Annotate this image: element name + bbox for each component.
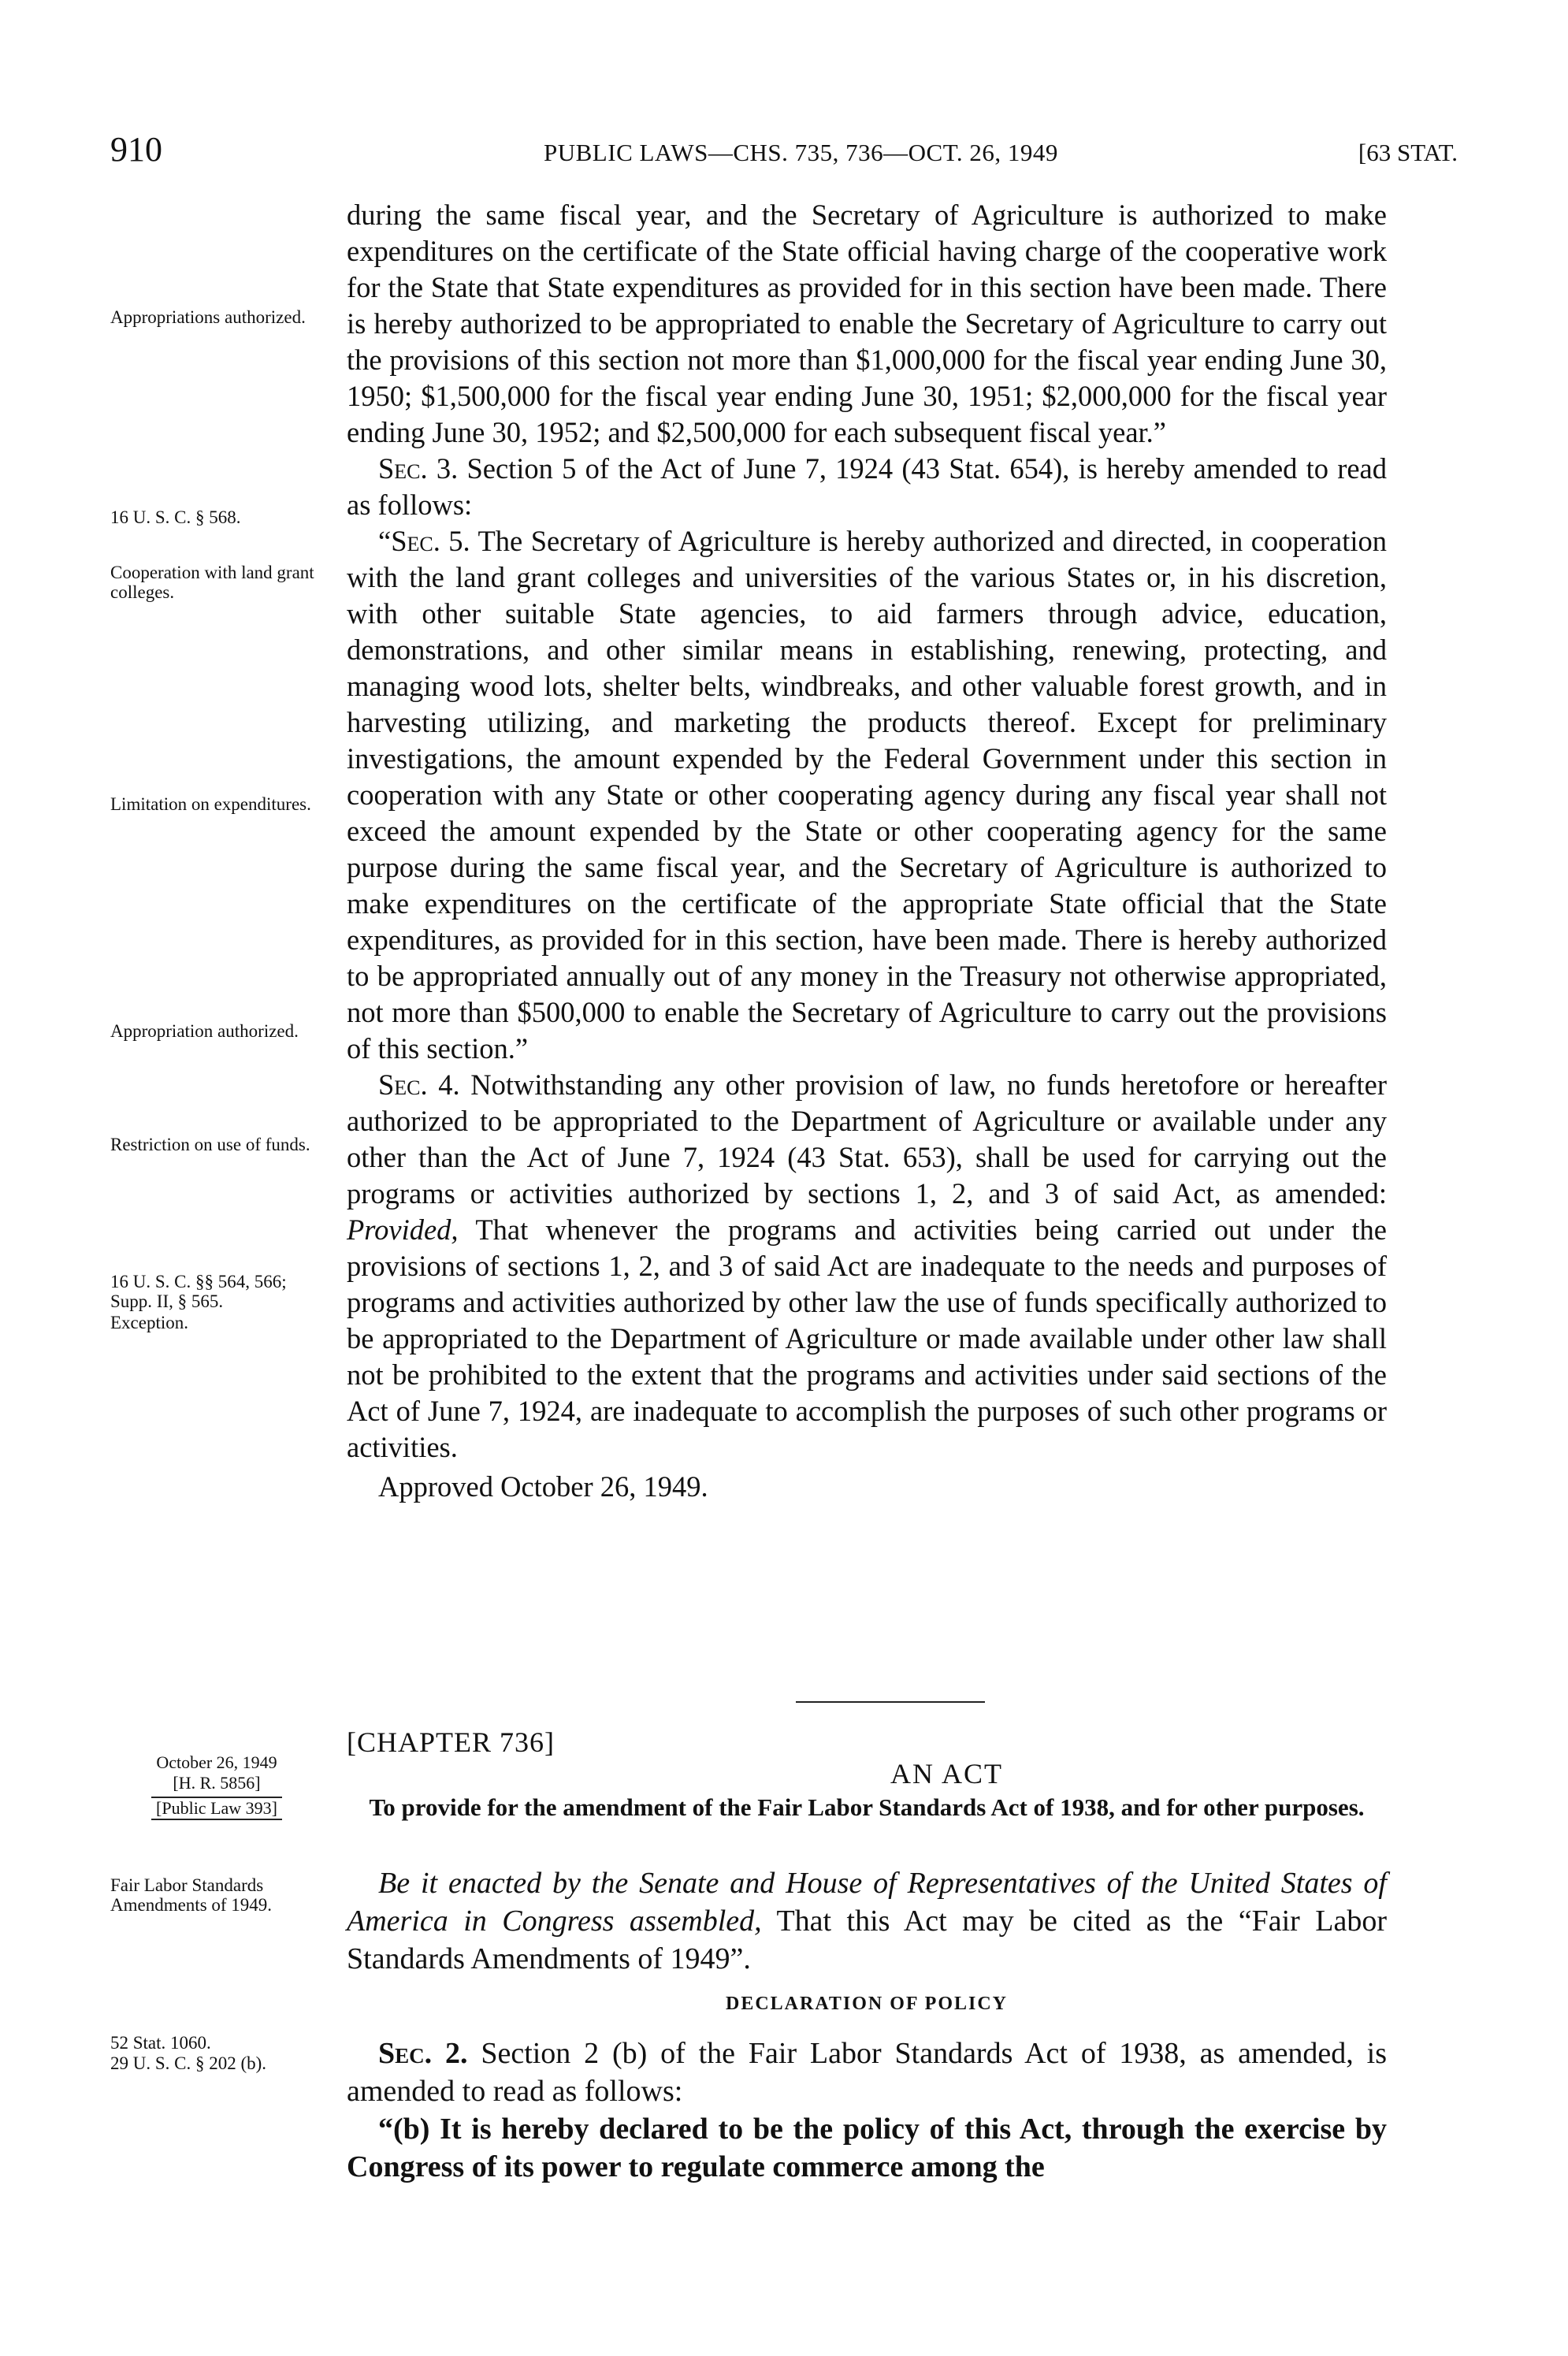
enactment-date: October 26, 1949 bbox=[156, 1752, 277, 1772]
section-2-label: Sec. 2. bbox=[378, 2037, 468, 2070]
enacting-formula: Be it enacted by the Senate and House of Representatives of the United States of America in Congress assembled, bbox=[347, 1867, 1387, 1938]
statute-body bbox=[347, 197, 1387, 1505]
volume-reference: [63 STAT. bbox=[1358, 139, 1458, 166]
section-3 bbox=[347, 451, 1387, 523]
margin-note-fair-labor: Fair Labor Standards Amendments of 1949. bbox=[110, 1875, 273, 1915]
act-title: AN ACT bbox=[890, 1758, 1004, 1789]
short-title-text: That this Act may be cited as the “Fair Labor Standards Amendments of 1949”. bbox=[347, 1904, 1387, 1975]
section-4-text-b: That whenever the programs and activities being carried out under the provisions of sections 1, 2, and 3 of said Act are inadequate to the needs and purposes of programs and activities authorized by other law the use of funds specifically authorized to be appropriated to the Department of Agriculture or made available under other law shall not be prohibited to the extent that the programs and activities under said sections of the Act of June 7, 1924, are inadequate to accomplish the purposes of such other programs or activities. bbox=[347, 1213, 1387, 1463]
section-4 bbox=[347, 1067, 1387, 1466]
approval-date: Approved October 26, 1949. bbox=[378, 1470, 708, 1503]
margin-note-appropriation: Appropriation authorized. bbox=[110, 1021, 299, 1041]
paragraph-continued: during the same fiscal year, and the Secretary of Agriculture is authorized to make expenditures on the certificate of the State official having charge of the cooperative work for the State that State expenditures as provided for in this section have been made. There is hereby authorized to be appropriated to enable the Secretary of Agriculture to carry out the provisions of this section not more than $1,000,000 for the fiscal year ending June 30, 1950; $1,500,000 for the fiscal year ending June 30, 1951; $2,000,000 for the fiscal year ending June 30, 1952; and $2,500,000 for each subsequent fiscal year.” bbox=[347, 199, 1387, 448]
margin-note-cooperation: Cooperation with land grant colleges. bbox=[110, 563, 314, 602]
bill-info bbox=[110, 1752, 323, 1820]
chapter-divider-rule bbox=[796, 1701, 985, 1703]
running-title: PUBLIC LAWS—CHS. 735, 736—OCT. 26, 1949 bbox=[544, 139, 1058, 166]
act-purpose: To provide for the amendment of the Fair Labor Standards Act of 1938, and for other purposes. bbox=[369, 1793, 1365, 1821]
margin-note-limitation: Limitation on expenditures. bbox=[110, 794, 311, 814]
margin-note-appropriations: Appropriations authorized. bbox=[110, 307, 306, 327]
margin-note-usc-568: 16 U. S. C. § 568. bbox=[110, 507, 241, 527]
page-header bbox=[110, 130, 1458, 181]
section-2-intro bbox=[347, 2035, 1387, 2110]
house-bill-number: [H. R. 5856] bbox=[173, 1773, 261, 1793]
provided-proviso: Provided, bbox=[347, 1213, 459, 1246]
section-5-label: “Sec. 5. bbox=[378, 525, 470, 557]
public-law-number: [Public Law 393] bbox=[151, 1797, 282, 1820]
margin-note-usc-202: 29 U. S. C. § 202 (b). bbox=[110, 2053, 267, 2073]
section-4-label: Sec. 4. bbox=[378, 1068, 460, 1101]
margin-note-52-stat: 52 Stat. 1060. bbox=[110, 2033, 211, 2053]
declaration-heading: DECLARATION OF POLICY bbox=[725, 1994, 1009, 2014]
section-5-text: The Secretary of Agriculture is hereby authorized and directed, in cooperation with the land grant colleges and universities of the various States or, in his discretion, with other suitable State agencies, to aid farmers through advice, education, demonstrations, and other similar means in establishing, renewing, protecting, and managing wood lots, shelter belts, windbreaks, and other valuable forest growth, and in harvesting utilizing, and marketing the products thereof. Except for preliminary investigations, the amount expended by the Federal Government under this section in cooperation with any State or other cooperating agency during any fiscal year shall not exceed the amount expended by the State or other cooperating agency for the same purpose during the same fiscal year, and the Secretary of Agriculture is authorized to make expenditures on the certificate of the appropriate State official that the State expenditures, as provided for in this section, have been made. There is hereby authorized to be appropriated annually out of any money in the Treasury not otherwise appropriated, not more than $500,000 to enable the Secretary of Agriculture to carry out the provisions of this section.” bbox=[347, 525, 1387, 1065]
section-3-label: Sec. 3. bbox=[378, 452, 459, 485]
margin-note-restriction: Restriction on use of funds. bbox=[110, 1135, 310, 1154]
section-5 bbox=[347, 523, 1387, 1067]
margin-note-exception: Exception. bbox=[110, 1313, 188, 1332]
enacting-clause bbox=[347, 1864, 1387, 1978]
section-2-quote: “(b) It is hereby declared to be the policy of this Act, through the exercise by Congress of its power to regulate commerce among the bbox=[347, 2113, 1387, 2183]
section-4-text-a: Notwithstanding any other provision of law, no funds heretofore or hereafter authorized to be appropriated to the Department of Agriculture or available under any other than the Act of June 7, 1924 (43 Stat. 653), shall be used for carrying out the programs or activities authorized by sections 1, 2, and 3 of said Act, as amended: bbox=[347, 1068, 1387, 1210]
section-2-text: Section 2 (b) of the Fair Labor Standards Act of 1938, as amended, is amended to read as follows: bbox=[347, 2037, 1387, 2108]
page-number: 910 bbox=[110, 130, 162, 169]
chapter-label: [CHAPTER 736] bbox=[347, 1726, 555, 1758]
section-2 bbox=[347, 2035, 1387, 2186]
margin-note-usc-564: 16 U. S. C. §§ 564, 566; Supp. II, § 565. bbox=[110, 1272, 287, 1311]
section-3-text: Section 5 of the Act of June 7, 1924 (43 Stat. 654), is hereby amended to read as follows: bbox=[347, 452, 1387, 521]
